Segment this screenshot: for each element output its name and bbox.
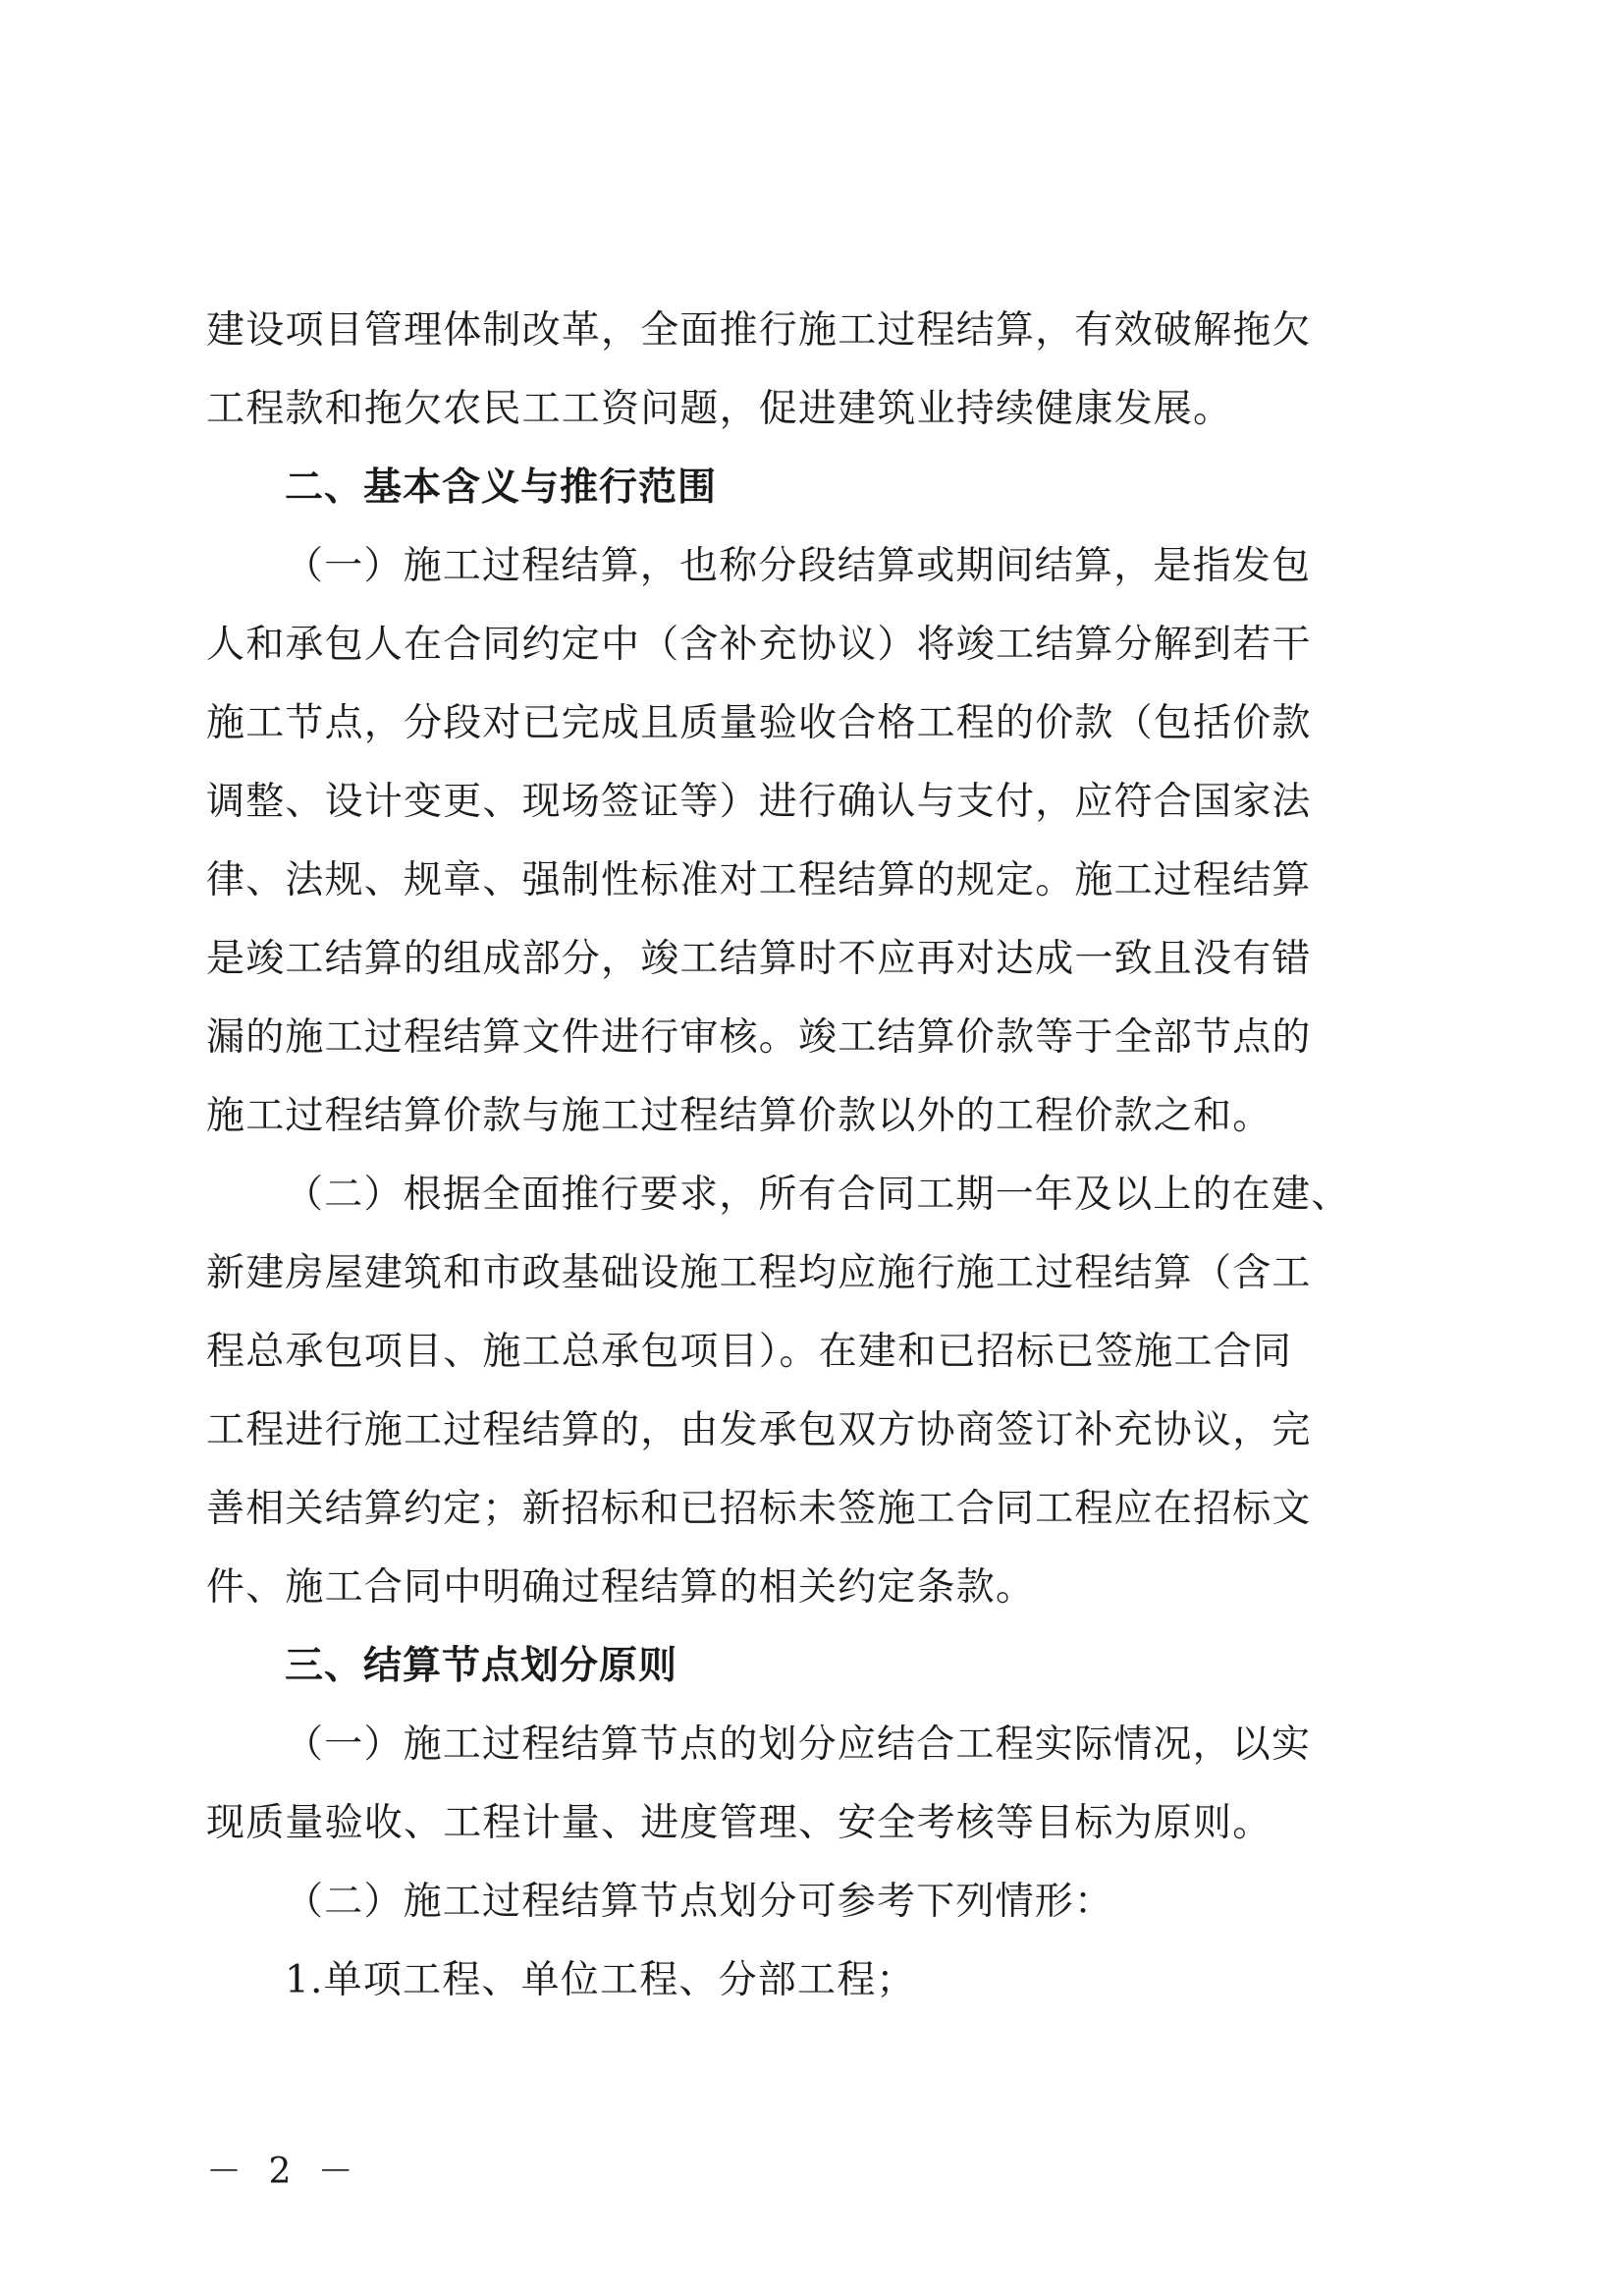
body-line: 1.单项工程、单位工程、分部工程； xyxy=(285,1958,916,2002)
body-line: 工程款和拖欠农民工工资问题，促进建筑业持续健康发展。 xyxy=(206,387,1233,431)
section-heading: 三、结算节点划分原则 xyxy=(285,1644,678,1688)
body-line: 建设项目管理体制改革，全面推行施工过程结算，有效破解拖欠 xyxy=(206,308,1312,353)
body-line: （二）根据全面推行要求，所有合同工期一年及以上的在建、 xyxy=(285,1173,1351,1217)
body-line: （一）施工过程结算节点的划分应结合工程实际情况，以实 xyxy=(285,1722,1312,1767)
page-number: － 2 － xyxy=(206,2152,361,2192)
body-line: 工程进行施工过程结算的，由发承包双方协商签订补充协议，完 xyxy=(206,1408,1312,1452)
body-line: 人和承包人在合同约定中（含补充协议）将竣工结算分解到若干 xyxy=(206,623,1312,667)
section-heading: 二、基本含义与推行范围 xyxy=(285,465,718,510)
body-line: 施工节点，分段对已完成且质量验收合格工程的价款（包括价款 xyxy=(206,701,1312,745)
body-line: （一）施工过程结算，也称分段结算或期间结算，是指发包 xyxy=(285,544,1312,588)
body-line: 是竣工结算的组成部分，竣工结算时不应再对达成一致且没有错 xyxy=(206,937,1312,981)
body-line: 调整、设计变更、现场签证等）进行确认与支付，应符合国家法 xyxy=(206,780,1312,824)
body-line: 现质量验收、工程计量、进度管理、安全考核等目标为原则。 xyxy=(206,1801,1272,1845)
body-line: 件、施工合同中明确过程结算的相关约定条款。 xyxy=(206,1565,1036,1610)
body-line: 漏的施工过程结算文件进行审核。竣工结算价款等于全部节点的 xyxy=(206,1015,1312,1060)
body-line: （二）施工过程结算节点划分可参考下列情形： xyxy=(285,1880,1114,1924)
body-line: 新建房屋建筑和市政基础设施工程均应施行施工过程结算（含工 xyxy=(206,1251,1312,1295)
body-line: 善相关结算约定；新招标和已招标未签施工合同工程应在招标文 xyxy=(206,1487,1312,1531)
body-line: 律、法规、规章、强制性标准对工程结算的规定。施工过程结算 xyxy=(206,858,1312,902)
body-line: 施工过程结算价款与施工过程结算价款以外的工程价款之和。 xyxy=(206,1094,1272,1138)
body-line: 程总承包项目、施工总承包项目）。在建和已招标已签施工合同 xyxy=(206,1330,1293,1374)
